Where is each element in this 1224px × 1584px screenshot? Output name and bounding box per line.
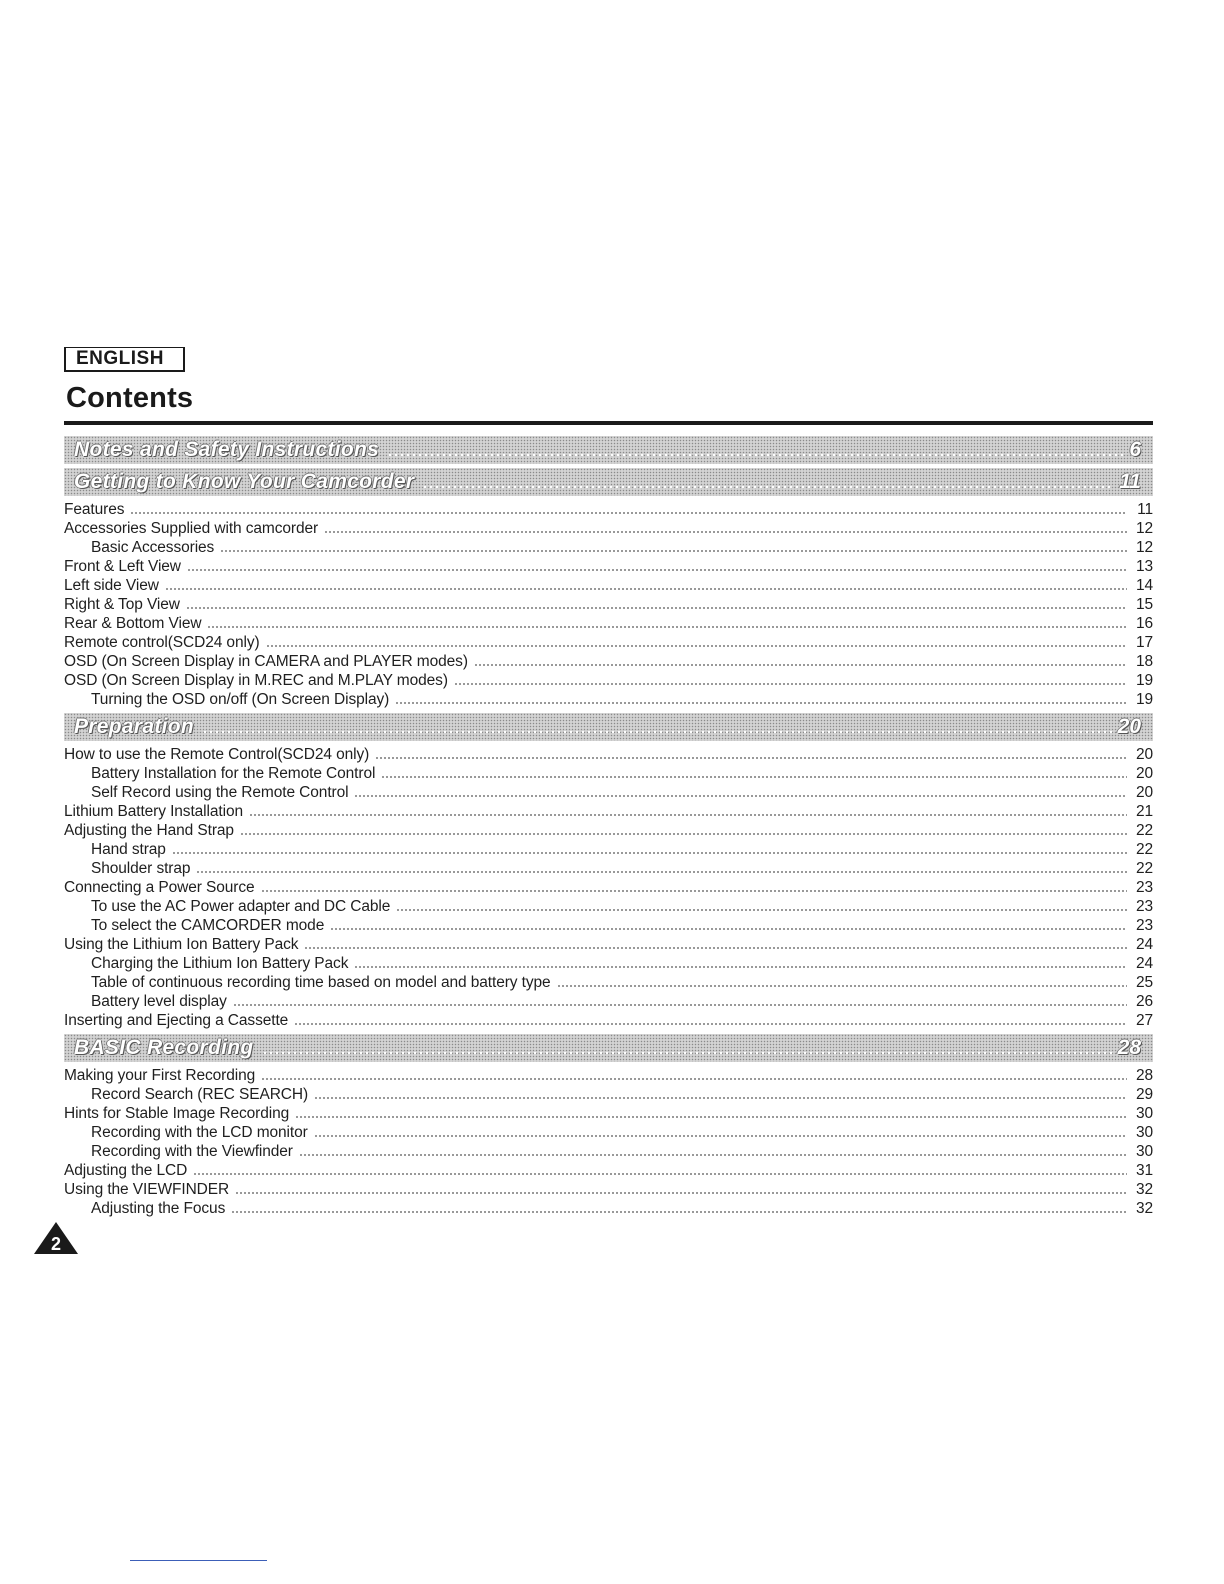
entry-label: To select the CAMCORDER mode [91, 917, 325, 934]
toc-entry[interactable] [64, 633, 1153, 652]
dot-leader [304, 946, 1127, 950]
entry-page-number: 30 [1135, 1124, 1153, 1141]
section-page-number: 6 [1129, 438, 1141, 461]
toc-subentry[interactable] [64, 764, 1153, 783]
dot-leader [294, 1022, 1127, 1026]
entry-label: Right & Top View [64, 596, 180, 613]
toc-entry[interactable] [64, 557, 1153, 576]
entry-label: Using the Lithium Ion Battery Pack [64, 936, 299, 953]
page-number: 2 [50, 1234, 61, 1254]
entry-label: Accessories Supplied with camcorder [64, 520, 319, 537]
toc-subentry[interactable] [64, 1085, 1153, 1104]
dot-leader [266, 644, 1127, 648]
entry-label: How to use the Remote Control(SCD24 only) [64, 746, 370, 763]
dot-leader [381, 775, 1127, 779]
toc-subentry[interactable] [64, 973, 1153, 992]
dot-leader [354, 965, 1127, 969]
entry-page-number: 23 [1135, 879, 1153, 896]
toc-entry[interactable] [64, 1161, 1153, 1180]
entry-page-number: 23 [1135, 917, 1153, 934]
entry-page-number: 20 [1135, 765, 1153, 782]
entry-page-number: 30 [1135, 1105, 1153, 1122]
dot-leader [220, 549, 1127, 553]
toc-entry[interactable] [64, 802, 1153, 821]
dot-leader [231, 1210, 1127, 1214]
entry-label: Adjusting the Focus [91, 1200, 226, 1217]
entry-label: OSD (On Screen Display in M.REC and M.PLAY modes) [64, 672, 448, 689]
dot-leader [422, 485, 1113, 489]
entry-page-number: 31 [1135, 1162, 1153, 1179]
dot-leader [314, 1096, 1127, 1100]
toc-subentry[interactable] [64, 840, 1153, 859]
toc-entry[interactable] [64, 935, 1153, 954]
entry-label: Left side View [64, 577, 159, 594]
entry-label: Adjusting the Hand Strap [64, 822, 234, 839]
toc-section-header[interactable] [64, 436, 1153, 464]
entry-label: Features [64, 501, 125, 518]
dot-leader [295, 1115, 1127, 1119]
dot-leader [330, 927, 1127, 931]
table-of-contents [64, 436, 1153, 1222]
entry-label: OSD (On Screen Display in CAMERA and PLAYER modes) [64, 653, 468, 670]
page-title: Contents [66, 382, 194, 414]
toc-entry[interactable] [64, 500, 1153, 519]
entry-page-number: 32 [1135, 1181, 1153, 1198]
entry-page-number: 19 [1135, 691, 1153, 708]
toc-entry[interactable] [64, 1066, 1153, 1085]
section-title: Notes and Safety Instructions [74, 438, 380, 461]
dot-leader [165, 587, 1127, 591]
dot-leader [396, 908, 1127, 912]
toc-entry[interactable] [64, 671, 1153, 690]
toc-subentry[interactable] [64, 538, 1153, 557]
toc-subentry[interactable] [64, 954, 1153, 973]
entry-label: Hand strap [91, 841, 166, 858]
section-title: Preparation [74, 715, 194, 738]
entry-label: Using the VIEWFINDER [64, 1181, 230, 1198]
toc-subentry[interactable] [64, 916, 1153, 935]
entry-page-number: 29 [1135, 1086, 1153, 1103]
dot-leader [261, 1077, 1127, 1081]
entry-label: Lithium Battery Installation [64, 803, 243, 820]
dot-leader [130, 511, 1127, 515]
entry-label: Rear & Bottom View [64, 615, 202, 632]
entry-label: Basic Accessories [91, 539, 215, 556]
dot-leader [187, 568, 1127, 572]
entry-page-number: 15 [1135, 596, 1153, 613]
toc-entry[interactable] [64, 1104, 1153, 1123]
toc-entry[interactable] [64, 595, 1153, 614]
toc-section-group [64, 713, 1153, 1030]
entry-label: Remote control(SCD24 only) [64, 634, 260, 651]
language-label: ENGLISH [64, 347, 185, 372]
dot-leader [262, 1051, 1112, 1055]
entry-page-number: 22 [1135, 841, 1153, 858]
entry-page-number: 32 [1135, 1200, 1153, 1217]
entry-label: Charging the Lithium Ion Battery Pack [91, 955, 349, 972]
toc-entry[interactable] [64, 519, 1153, 538]
entry-label: Self Record using the Remote Control [91, 784, 349, 801]
dot-leader [557, 984, 1127, 988]
toc-subentry[interactable] [64, 859, 1153, 878]
entry-page-number: 26 [1135, 993, 1153, 1010]
toc-entry[interactable] [64, 878, 1153, 897]
entry-label: Turning the OSD on/off (On Screen Display) [91, 691, 390, 708]
dot-leader [387, 453, 1123, 457]
entry-label: Battery level display [91, 993, 227, 1010]
section-page-number: 11 [1119, 470, 1141, 493]
entry-page-number: 22 [1135, 822, 1153, 839]
dot-leader [235, 1191, 1127, 1195]
entry-page-number: 24 [1135, 955, 1153, 972]
dot-leader [395, 701, 1127, 705]
toc-entry[interactable] [64, 821, 1153, 840]
toc-section-header[interactable] [64, 468, 1153, 496]
entry-page-number: 11 [1137, 501, 1153, 518]
toc-subentry[interactable] [64, 690, 1153, 709]
entry-page-number: 20 [1135, 784, 1153, 801]
toc-subentry[interactable] [64, 992, 1153, 1011]
toc-entry[interactable] [64, 1011, 1153, 1030]
toc-subentry[interactable] [64, 897, 1153, 916]
entry-page-number: 13 [1135, 558, 1153, 575]
entry-label: To use the AC Power adapter and DC Cable [91, 898, 391, 915]
toc-entry[interactable] [64, 1180, 1153, 1199]
entry-label: Shoulder strap [91, 860, 191, 877]
toc-entry[interactable] [64, 745, 1153, 764]
toc-section-group [64, 436, 1153, 464]
toc-section-header[interactable] [64, 1034, 1153, 1062]
dot-leader [233, 1003, 1127, 1007]
dot-leader [354, 794, 1127, 798]
entry-page-number: 12 [1135, 520, 1153, 537]
dot-leader [202, 730, 1112, 734]
dot-leader [299, 1153, 1127, 1157]
dot-leader [314, 1134, 1127, 1138]
toc-subentry[interactable] [64, 1142, 1153, 1161]
toc-entry[interactable] [64, 652, 1153, 671]
entry-label: Recording with the LCD monitor [91, 1124, 308, 1141]
toc-entry[interactable] [64, 576, 1153, 595]
dot-leader [186, 606, 1127, 610]
toc-section-group [64, 1034, 1153, 1218]
toc-section-group [64, 468, 1153, 709]
entry-page-number: 17 [1135, 634, 1153, 651]
entry-page-number: 27 [1135, 1012, 1153, 1029]
entry-page-number: 22 [1135, 860, 1153, 877]
dot-leader [261, 889, 1127, 893]
dot-leader [172, 851, 1127, 855]
entry-page-number: 12 [1135, 539, 1153, 556]
entry-page-number: 30 [1135, 1143, 1153, 1160]
entry-page-number: 18 [1135, 653, 1153, 670]
entry-label: Adjusting the LCD [64, 1162, 188, 1179]
entry-label: Front & Left View [64, 558, 181, 575]
entry-label: Recording with the Viewfinder [91, 1143, 293, 1160]
dot-leader [207, 625, 1127, 629]
toc-subentry[interactable] [64, 783, 1153, 802]
section-page-number: 28 [1117, 1036, 1141, 1059]
section-title: Getting to Know Your Camcorder [74, 470, 415, 493]
dot-leader [240, 832, 1127, 836]
toc-section-header[interactable] [64, 713, 1153, 741]
entry-label: Making your First Recording [64, 1067, 256, 1084]
entry-label: Table of continuous recording time based on model and battery type [91, 974, 551, 991]
dot-leader [454, 682, 1127, 686]
toc-entry[interactable] [64, 614, 1153, 633]
entry-label: Record Search (REC SEARCH) [91, 1086, 309, 1103]
dot-leader [324, 530, 1127, 534]
entry-label: Hints for Stable Image Recording [64, 1105, 290, 1122]
entry-page-number: 23 [1135, 898, 1153, 915]
dot-leader [196, 870, 1127, 874]
entry-label: Connecting a Power Source [64, 879, 255, 896]
dot-leader [193, 1172, 1127, 1176]
entry-page-number: 24 [1135, 936, 1153, 953]
section-page-number: 20 [1117, 715, 1141, 738]
dot-leader [249, 813, 1127, 817]
toc-subentry[interactable] [64, 1123, 1153, 1142]
dot-leader [474, 663, 1127, 667]
entry-label: Inserting and Ejecting a Cassette [64, 1012, 289, 1029]
entry-page-number: 19 [1135, 672, 1153, 689]
entry-label: Battery Installation for the Remote Control [91, 765, 376, 782]
title-divider [64, 421, 1153, 425]
section-title: BASIC Recording [74, 1036, 254, 1059]
entry-page-number: 28 [1135, 1067, 1153, 1084]
entry-page-number: 21 [1135, 803, 1153, 820]
entry-page-number: 25 [1135, 974, 1153, 991]
entry-page-number: 16 [1135, 615, 1153, 632]
entry-page-number: 14 [1135, 577, 1153, 594]
entry-page-number: 20 [1135, 746, 1153, 763]
toc-subentry[interactable] [64, 1199, 1153, 1218]
dot-leader [375, 756, 1127, 760]
footer-divider [130, 1560, 267, 1561]
